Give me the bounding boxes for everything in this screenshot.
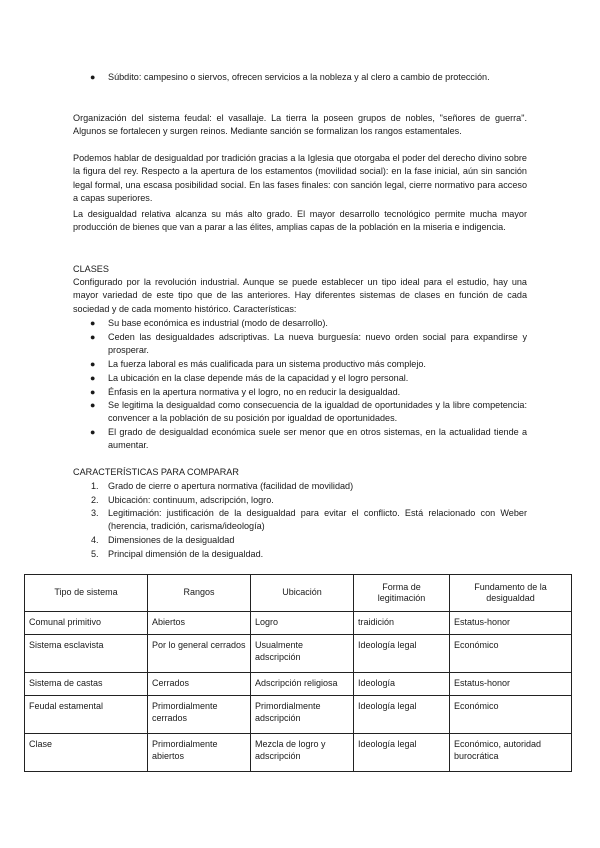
feudal-paragraph-3: La desigualdad relativa alcanza su más alto grado. El mayor desarrollo tecnológico permite mucha mayor producción de bienes que van a parar a las élites, amplias capas de la población en la miseria e indigencia. <box>73 209 527 233</box>
feudal-paragraph-2: Podemos hablar de desigualdad por tradición gracias a la Iglesia que otorgaba el poder del derecho divino sobre la figura del rey. Respecto a la apertura de los estamentos (movilidad social): en la fase inicial, aún sin sanción legal formal, una escasa posibilidad social. En las fases finales: con sanción legal, cierre normativo para acceso a capas superiores. <box>73 153 527 203</box>
table-cell: Usualmente adscripción <box>251 635 354 673</box>
clases-intro: Configurado por la revolución industrial. Aunque se puede establecer un tipo ideal para el estudio, hay una mayor variedad de este tipo que de las anteriores. Hay diferentes sistemas de clases en función de cada sociedad y de cada momento histórico. Características: <box>73 277 527 314</box>
clases-bullet-6: Se legitima la desigualdad como consecuencia de la igualdad de oportunidades y la libre competencia: convencer a la población de su posición por igualdad de oportunidades. <box>108 400 527 424</box>
table-cell: Primordialmente abiertos <box>148 734 251 772</box>
clases-bullet-1: Su base económica es industrial (modo de desarrollo). <box>108 318 328 328</box>
table-row <box>25 673 572 696</box>
table-cell: Estatus-honor <box>450 673 572 696</box>
bullet-marker: ● <box>90 359 96 369</box>
header-legitimacion: Forma de legitimación <box>354 575 450 612</box>
list-number: 5. <box>91 549 99 559</box>
clases-bullet-2: Ceden las desigualdades adscriptivas. La nueva burguesía: nuevo orden social para expandirse y prosperar. <box>108 332 527 356</box>
table-cell: Abiertos <box>148 612 251 635</box>
table-cell: Ideología legal <box>354 734 450 772</box>
clases-bullet-4: La ubicación en la clase depende más de la capacidad y el logro personal. <box>108 373 409 383</box>
caracteristicas-heading: CARACTERÍSTICAS PARA COMPARAR <box>73 467 239 477</box>
bullet-marker: ● <box>90 72 96 82</box>
table-cell: Sistema de castas <box>25 673 148 696</box>
bullet-marker: ● <box>90 427 96 437</box>
bullet-marker: ● <box>90 387 96 397</box>
table-cell: traidición <box>354 612 450 635</box>
table-cell: Mezcla de logro y adscripción <box>251 734 354 772</box>
caracteristicas-item-5: Principal dimensión de la desigualdad. <box>108 549 264 559</box>
caracteristicas-item-2: Ubicación: continuum, adscripción, logro. <box>108 495 274 505</box>
header-ubicacion: Ubicación <box>251 575 354 612</box>
table-cell: Clase <box>25 734 148 772</box>
table-cell: Ideología legal <box>354 696 450 734</box>
table-cell: Estatus-honor <box>450 612 572 635</box>
list-number: 3. <box>91 508 99 518</box>
table-cell: Económico <box>450 696 572 734</box>
caracteristicas-item-1: Grado de cierre o apertura normativa (facilidad de movilidad) <box>108 481 354 491</box>
list-number: 1. <box>91 481 99 491</box>
table-cell: Adscripción religiosa <box>251 673 354 696</box>
caracteristicas-item-3: Legitimación: justificación de la desigualdad para evitar el conflicto. Está relacionado con Weber (herencia, tradición, carisma/ideología) <box>108 508 527 532</box>
table-cell: Económico, autoridad burocrática <box>450 734 572 772</box>
subdito-bullet-text: Súbdito: campesino o siervos, ofrecen servicios a la nobleza y al clero a cambio de protección. <box>108 72 490 82</box>
bullet-marker: ● <box>90 318 96 328</box>
table-cell: Comunal primitivo <box>25 612 148 635</box>
bullet-marker: ● <box>90 373 96 383</box>
clases-bullet-5: Énfasis en la apertura normativa y el logro, no en reducir la desigualdad. <box>108 387 401 397</box>
header-fundamento: Fundamento de la desigualdad <box>450 575 572 612</box>
table-cell: Primordialmente adscripción <box>251 696 354 734</box>
table-cell: Por lo general cerrados <box>148 635 251 673</box>
table-cell: Logro <box>251 612 354 635</box>
list-number: 4. <box>91 535 99 545</box>
header-rangos: Rangos <box>148 575 251 612</box>
table-row <box>25 734 572 772</box>
header-tipo: Tipo de sistema <box>25 575 148 612</box>
feudal-paragraph-1: Organización del sistema feudal: el vasallaje. La tierra la poseen grupos de nobles, "señores de guerra". Algunos se fortalecen y surgen reinos. Mediante sanción se formalizan los rangos estamentales. <box>73 113 527 137</box>
table-row <box>25 612 572 635</box>
caracteristicas-item-4: Dimensiones de la desigualdad <box>108 535 235 545</box>
bullet-marker: ● <box>90 332 96 342</box>
table-cell: Sistema esclavista <box>25 635 148 673</box>
table-cell: Feudal estamental <box>25 696 148 734</box>
table-cell: Primordialmente cerrados <box>148 696 251 734</box>
clases-bullet-7: El grado de desigualdad económica suele ser menor que en otros sistemas, en la actualidad tiende a aumentar. <box>108 427 527 451</box>
table-cell: Económico <box>450 635 572 673</box>
clases-heading: CLASES <box>73 264 109 274</box>
comparison-table <box>24 574 572 772</box>
table-cell: Ideología <box>354 673 450 696</box>
clases-bullet-3: La fuerza laboral es más cualificada para un sistema productivo más complejo. <box>108 359 426 369</box>
table-row <box>25 696 572 734</box>
bullet-marker: ● <box>90 400 96 410</box>
list-number: 2. <box>91 495 99 505</box>
table-cell: Ideología legal <box>354 635 450 673</box>
table-cell: Cerrados <box>148 673 251 696</box>
table-row <box>25 635 572 673</box>
table-header-row <box>25 575 572 612</box>
